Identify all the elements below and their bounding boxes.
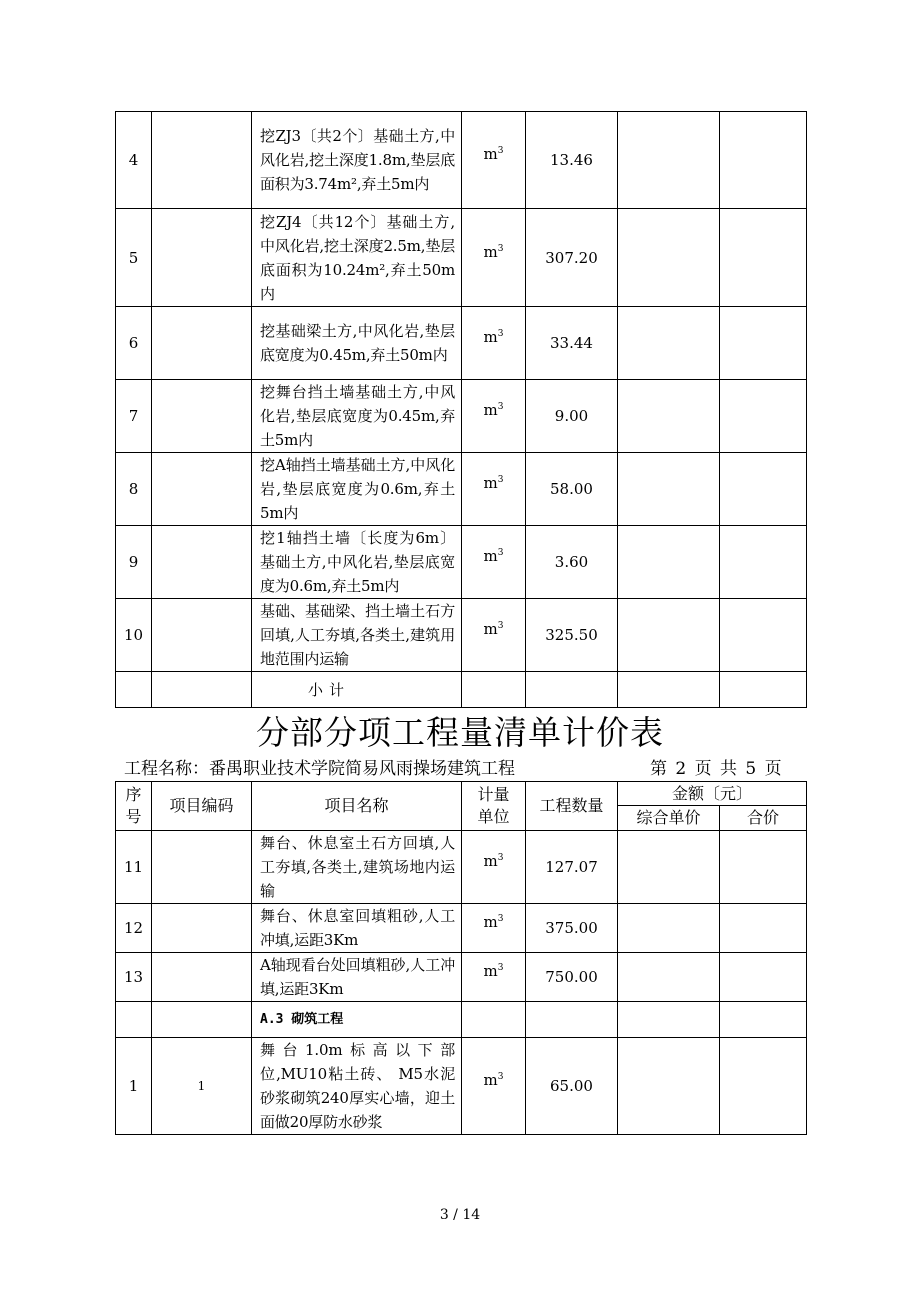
table-row <box>116 953 807 1002</box>
row-name: A轴现看台处回填粗砂,人工冲填,运距3Km <box>252 953 462 1002</box>
subtotal-qty <box>526 672 618 708</box>
subtotal-no <box>116 672 152 708</box>
section-code <box>152 1002 252 1038</box>
row-code <box>152 526 252 599</box>
project-name: 工程名称：番禺职业技术学院简易风雨操场建筑工程 <box>124 759 515 779</box>
row-code <box>152 831 252 904</box>
table-row <box>116 380 807 453</box>
row-price <box>618 1038 720 1135</box>
row-code <box>152 209 252 307</box>
section-qty <box>526 1002 618 1038</box>
header-name: 项目名称 <box>252 782 462 831</box>
table-row <box>116 453 807 526</box>
header-code: 项目编码 <box>152 782 252 831</box>
table-row <box>116 307 807 380</box>
page-title: 分部分项工程量清单计价表 <box>256 713 664 752</box>
row-unit: $m^3$ <box>462 209 526 307</box>
subtotal-price <box>618 672 720 708</box>
row-unit: $m^3$ <box>462 1038 526 1135</box>
row-price <box>618 526 720 599</box>
row-total <box>720 599 807 672</box>
row-code <box>152 307 252 380</box>
header-no: 序号 <box>116 782 152 831</box>
section-total <box>720 1002 807 1038</box>
row-no: 7 <box>116 380 152 453</box>
header-unit-price: 综合单价 <box>618 806 720 831</box>
row-no: 4 <box>116 112 152 209</box>
row-price <box>618 307 720 380</box>
row-code <box>152 112 252 209</box>
quantity-table-continued <box>115 111 807 708</box>
section-unit <box>462 1002 526 1038</box>
row-code <box>152 453 252 526</box>
section-price <box>618 1002 720 1038</box>
table-row <box>116 904 807 953</box>
row-no: 6 <box>116 307 152 380</box>
row-no: 8 <box>116 453 152 526</box>
row-unit: $m^3$ <box>462 831 526 904</box>
row-code <box>152 380 252 453</box>
page-indicator: 第 2 页 共 5 页 <box>650 759 782 779</box>
subtotal-row <box>116 672 807 708</box>
row-unit: $m^3$ <box>462 904 526 953</box>
row-price <box>618 831 720 904</box>
row-unit: $m^3$ <box>462 599 526 672</box>
section-no <box>116 1002 152 1038</box>
row-no: 10 <box>116 599 152 672</box>
subtotal-label: 小计 <box>252 672 462 708</box>
row-qty: 65.00 <box>526 1038 618 1135</box>
row-price <box>618 599 720 672</box>
row-name: 挖ZJ4〔共12个〕基础土方,中风化岩,挖土深度2.5m,垫层底面积为10.24m²,弃土50m内 <box>252 209 462 307</box>
row-qty: 127.07 <box>526 831 618 904</box>
page-number: 3 / 14 <box>439 1207 481 1223</box>
row-name: 挖基础梁土方,中风化岩,垫层底宽度为0.45m,弃土50m内 <box>252 307 462 380</box>
row-total <box>720 380 807 453</box>
row-no: 12 <box>116 904 152 953</box>
section-heading: A.3 砌筑工程 <box>252 1002 462 1038</box>
row-total <box>720 112 807 209</box>
row-total <box>720 307 807 380</box>
row-name: 舞台1.0m标高以下部位,MU10粘土砖、 M5水泥砂浆砌筑240厚实心墙，迎土面做20厚防水砂浆 <box>252 1038 462 1135</box>
row-price <box>618 953 720 1002</box>
row-total <box>720 453 807 526</box>
row-code: 1 <box>152 1038 252 1135</box>
row-no: 13 <box>116 953 152 1002</box>
row-total <box>720 904 807 953</box>
row-no: 9 <box>116 526 152 599</box>
table-row <box>116 209 807 307</box>
row-no: 5 <box>116 209 152 307</box>
row-qty: 33.44 <box>526 307 618 380</box>
header-unit: 计量单位 <box>462 782 526 831</box>
row-unit: $m^3$ <box>462 307 526 380</box>
header-qty: 工程数量 <box>526 782 618 831</box>
section-row <box>116 1002 807 1038</box>
row-unit: $m^3$ <box>462 112 526 209</box>
row-qty: 750.00 <box>526 953 618 1002</box>
header-total: 合价 <box>720 806 807 831</box>
row-code <box>152 953 252 1002</box>
row-unit: $m^3$ <box>462 380 526 453</box>
row-total <box>720 209 807 307</box>
row-price <box>618 453 720 526</box>
row-name: 挖ZJ3〔共2个〕基础土方,中风化岩,挖土深度1.8m,垫层底面积为3.74m²,弃土5m内 <box>252 112 462 209</box>
table-row <box>116 831 807 904</box>
row-name: 挖1轴挡土墙〔长度为6m〕基础土方,中风化岩,垫层底宽度为0.6m,弃土5m内 <box>252 526 462 599</box>
row-name: 舞台、休息室回填粗砂,人工冲填,运距3Km <box>252 904 462 953</box>
table-row <box>116 526 807 599</box>
row-qty: 307.20 <box>526 209 618 307</box>
row-name: 舞台、休息室土石方回填,人工夯填,各类土,建筑场地内运输 <box>252 831 462 904</box>
header-amount: 金额〔元〕 <box>618 782 807 806</box>
row-unit: $m^3$ <box>462 953 526 1002</box>
row-total <box>720 526 807 599</box>
row-no: 1 <box>116 1038 152 1135</box>
table-row <box>116 1038 807 1135</box>
row-code <box>152 599 252 672</box>
row-price <box>618 112 720 209</box>
table-header-row <box>116 782 807 806</box>
row-total <box>720 953 807 1002</box>
quantity-pricing-table <box>115 781 807 1135</box>
row-price <box>618 904 720 953</box>
row-name: 挖A轴挡土墙基础土方,中风化岩,垫层底宽度为0.6m,弃土5m内 <box>252 453 462 526</box>
row-name: 基础、基础梁、挡土墙土石方回填,人工夯填,各类土,建筑用地范围内运输 <box>252 599 462 672</box>
row-name: 挖舞台挡土墙基础土方,中风化岩,垫层底宽度为0.45m,弃土5m内 <box>252 380 462 453</box>
row-unit: $m^3$ <box>462 453 526 526</box>
row-price <box>618 380 720 453</box>
subtotal-unit <box>462 672 526 708</box>
row-total <box>720 1038 807 1135</box>
row-qty: 9.00 <box>526 380 618 453</box>
row-code <box>152 904 252 953</box>
row-qty: 13.46 <box>526 112 618 209</box>
table-row <box>116 599 807 672</box>
row-price <box>618 209 720 307</box>
row-no: 11 <box>116 831 152 904</box>
row-qty: 3.60 <box>526 526 618 599</box>
row-qty: 58.00 <box>526 453 618 526</box>
subtotal-total <box>720 672 807 708</box>
table-row <box>116 112 807 209</box>
row-qty: 325.50 <box>526 599 618 672</box>
row-unit: $m^3$ <box>462 526 526 599</box>
subtotal-code <box>152 672 252 708</box>
row-total <box>720 831 807 904</box>
row-qty: 375.00 <box>526 904 618 953</box>
